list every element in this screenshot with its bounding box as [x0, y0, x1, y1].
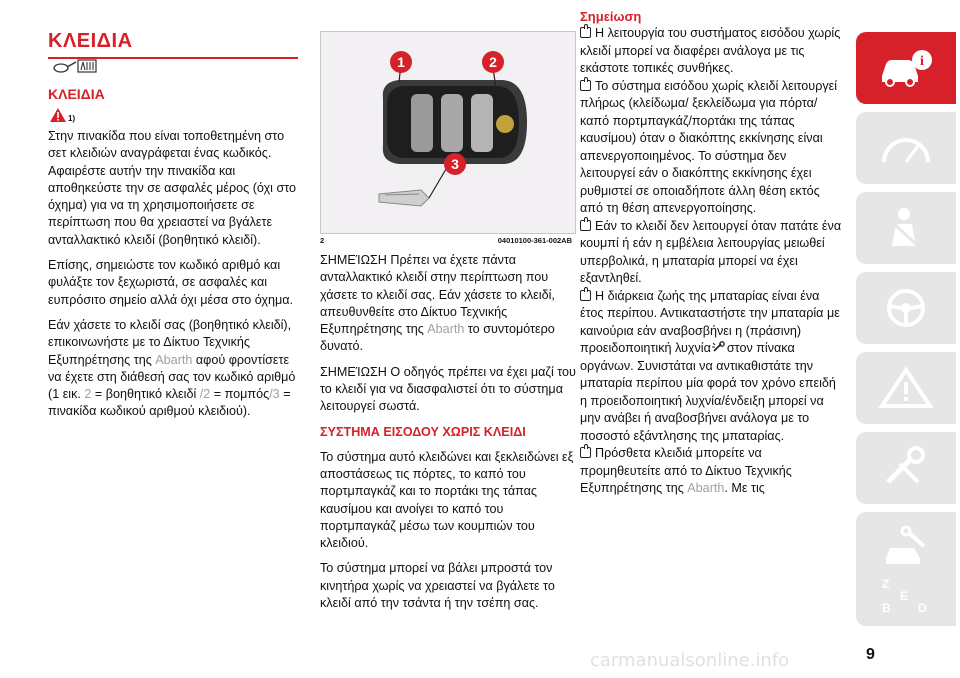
tab-index[interactable]	[856, 564, 956, 626]
page-number: 9	[866, 646, 875, 663]
text-run: ΣΗΜΕΊΩΣΗ Πρέπει να έχετε πάντα ανταλλακτικό κλειδί στην περίπτωση που χάσετε το κλειδί σας. Εάν χάσετε το κλειδί, απευθυνθείτε στο Δίκτυο Τεχνικής Εξυπηρέτησης της	[320, 253, 555, 337]
figure-number: 2	[320, 236, 325, 245]
notes-heading: Σημείωση	[580, 9, 642, 24]
tab-emergency[interactable]	[856, 432, 956, 504]
text-run: στον πίνακα οργάνων. Συνιστάται να αντικαθιστάτε την μπαταρία περίπου μία φορά τον χρόνο επειδή η προειδοποιητική λυχνία/ένδειξη μπορεί να μην ανάβει ή αναβοσβήνει ανάλογα με το ποσοστό εξάντλησης της μπαταρίας.	[580, 341, 836, 443]
note-item	[580, 78, 842, 218]
svg-text:B: B	[882, 601, 891, 615]
svg-text:i: i	[920, 54, 924, 69]
text-run: = βοηθητικό κλειδί	[91, 387, 200, 402]
figure-ref[interactable]: 2	[84, 387, 92, 402]
chapter-sidebar	[846, 0, 960, 678]
left-body	[48, 128, 300, 429]
text-run: Πρόσθετα κλειδιά μπορείτε να προμηθευτείτε από το Δίκτυο Τεχνικής Εξυπηρέτησης της	[580, 446, 792, 495]
note-item	[580, 218, 842, 288]
note-bullet-icon	[580, 80, 591, 91]
tab-vehicle-info[interactable]	[856, 32, 956, 104]
note-item	[580, 25, 842, 78]
text-run: Εάν το κλειδί δεν λειτουργεί όταν πατάτε ένα κουμπί ή εάν η εμβέλεια λειτουργίας μειωθεί υπερβολικά, η μπαταρία μπορεί να έχει εξαντληθεί.	[580, 218, 842, 285]
text-run: Εάν χάσετε το κλειδί σας (βοηθητικό κλειδί), επικοινωνήστε με το Δίκτυο Τεχνικής Εξυπηρέτησης της	[48, 317, 292, 367]
text-run: . Με τις	[724, 481, 765, 495]
paragraph: Στην πινακίδα που είναι τοποθετημένη στο σετ κλειδιών αναγράφεται ένας κωδικός. Αφαιρέστε αυτήν την πινακίδα και αποθηκεύστε την σε ασφαλές μέρος (όχι στο όχημα) για να τη χρησιμοποιήσετε σε περίπτωση που θα χρειαστεί να βγάλετε ανταλλακτικό κλειδί (βοηθητικό κλειδί).	[48, 129, 297, 247]
brand-link[interactable]: Abarth	[155, 352, 193, 367]
tools-icon	[878, 446, 934, 490]
brand-link[interactable]: Abarth	[427, 322, 465, 337]
warning-reference: 1)	[68, 114, 76, 123]
paragraph: ΣΗΜΕΊΩΣΗ Ο οδηγός πρέπει να έχει μαζί του το κλειδί για να διασφαλιστεί ότι το σύστημα λειτουργεί σωστά.	[320, 364, 576, 414]
svg-text:D: D	[918, 601, 927, 615]
alphabetical-index-icon	[878, 574, 934, 618]
watermark: carmanualsonline.info	[590, 650, 790, 671]
text-run: = πομπός	[210, 387, 270, 402]
text-run: το συντομότερο δυνατό.	[320, 322, 555, 354]
text-run: αφού φροντίσετε να έχετε στη διάθεσή σας τον κωδικό αριθμό (1 εικ.	[48, 352, 296, 402]
callout-label: 1	[397, 54, 405, 70]
paragraph: Το σύστημα αυτό κλειδώνει και ξεκλειδώνει εξ αποστάσεως τις πόρτες, το καπό του πορτμπαγκάζ και το πορτάκι της τάπας καυσίμου και ανοίγει το καπό του πορτμπαγκάζ μέσω των κουμπιών του κλειδιού.	[320, 449, 574, 551]
text-run: Το σύστημα εισόδου χωρίς κλειδί λειτουργεί πλήρως (κλείδωμα/ ξεκλείδωμα για πόρτα/καπό πορτμπαγκάζ/πορτάκι της τάπας καυσίμου) όταν ο διακόπτης εκκίνησης είναι απενεργοποιημένος. Το σύστημα δεν λειτουργεί εάν ο διακόπτης εκκίνησης έχει ρυθμιστεί σε οποιαδήποτε άλλη θέση εκτός από τη θέση απενεργοποίησης.	[580, 78, 838, 215]
paragraph: Επίσης, σημειώστε τον κωδικό αριθμό και φυλάξτε τον ξεχωριστά, σε ασφαλές και ευπρόσιτο σημείο αλλά όχι μέσα στο όχημα.	[48, 258, 294, 307]
tab-warning-lights[interactable]	[856, 352, 956, 424]
section-title: ΚΛΕΙΔΙΑ	[48, 30, 298, 59]
figure-ref[interactable]: /2	[199, 387, 211, 402]
text-run: = πινακίδα κωδικού αριθμού κλειδιού).	[48, 387, 291, 419]
paragraph: Το σύστημα μπορεί να βάλει μπροστά τον κινητήρα χωρίς να χρειαστεί να βγάλετε το κλειδί από την τσάντα ή την τσέπη σας.	[320, 561, 555, 611]
callout-label: 2	[489, 54, 497, 70]
section-heading: ΣΥΣΤΗΜΑ ΕΙΣΟΔΟΥ ΧΩΡΙΣ ΚΛΕΙΔΙ	[320, 424, 526, 439]
note-bullet-icon	[580, 447, 591, 458]
warning-triangle-icon	[878, 366, 934, 410]
tab-dashboard[interactable]	[856, 112, 956, 184]
seatbelt-icon	[878, 206, 934, 250]
note-bullet-icon	[580, 220, 591, 231]
warning-icon	[50, 108, 66, 122]
figure-code: 04010100-361-002AB	[497, 236, 572, 245]
paragraph	[48, 317, 300, 421]
tab-starting-driving[interactable]	[856, 272, 956, 344]
brand-link[interactable]: Abarth	[687, 481, 725, 495]
figure-ref[interactable]: /3	[269, 387, 280, 402]
callout-label: 3	[451, 156, 459, 172]
text-run: Η διάρκεια ζωής της μπαταρίας είναι ένα έτος περίπου. Αντικαταστήστε την μπαταρία με καινούρια εάν αναβοσβήνει η (πράσινη) προειδοποιητική λυχνία	[580, 288, 840, 355]
key-figure	[320, 31, 576, 234]
svg-text:Z: Z	[882, 577, 890, 591]
car-info-icon	[878, 46, 934, 90]
tab-safety[interactable]	[856, 192, 956, 264]
svg-text:E: E	[900, 589, 909, 603]
dashboard-icon	[878, 126, 934, 170]
note-item	[580, 288, 842, 446]
paragraph	[320, 252, 578, 356]
key-illustration	[321, 32, 575, 233]
keys-label-icon	[52, 58, 98, 74]
sub-title: ΚΛΕΙΔΙΑ	[48, 86, 105, 102]
notes-body	[580, 8, 842, 498]
note-item	[580, 445, 842, 498]
text-run: Η λειτουργία του συστήματος εισόδου χωρίς κλειδί μπορεί να διαφέρει ανάλογα με τις εκάστοτε τοπικές συνθήκες.	[580, 26, 841, 75]
key-warning-light-icon	[712, 341, 726, 353]
steering-wheel-icon	[878, 286, 934, 330]
note-bullet-icon	[580, 290, 591, 301]
middle-body	[320, 252, 578, 620]
note-bullet-icon	[580, 27, 591, 38]
